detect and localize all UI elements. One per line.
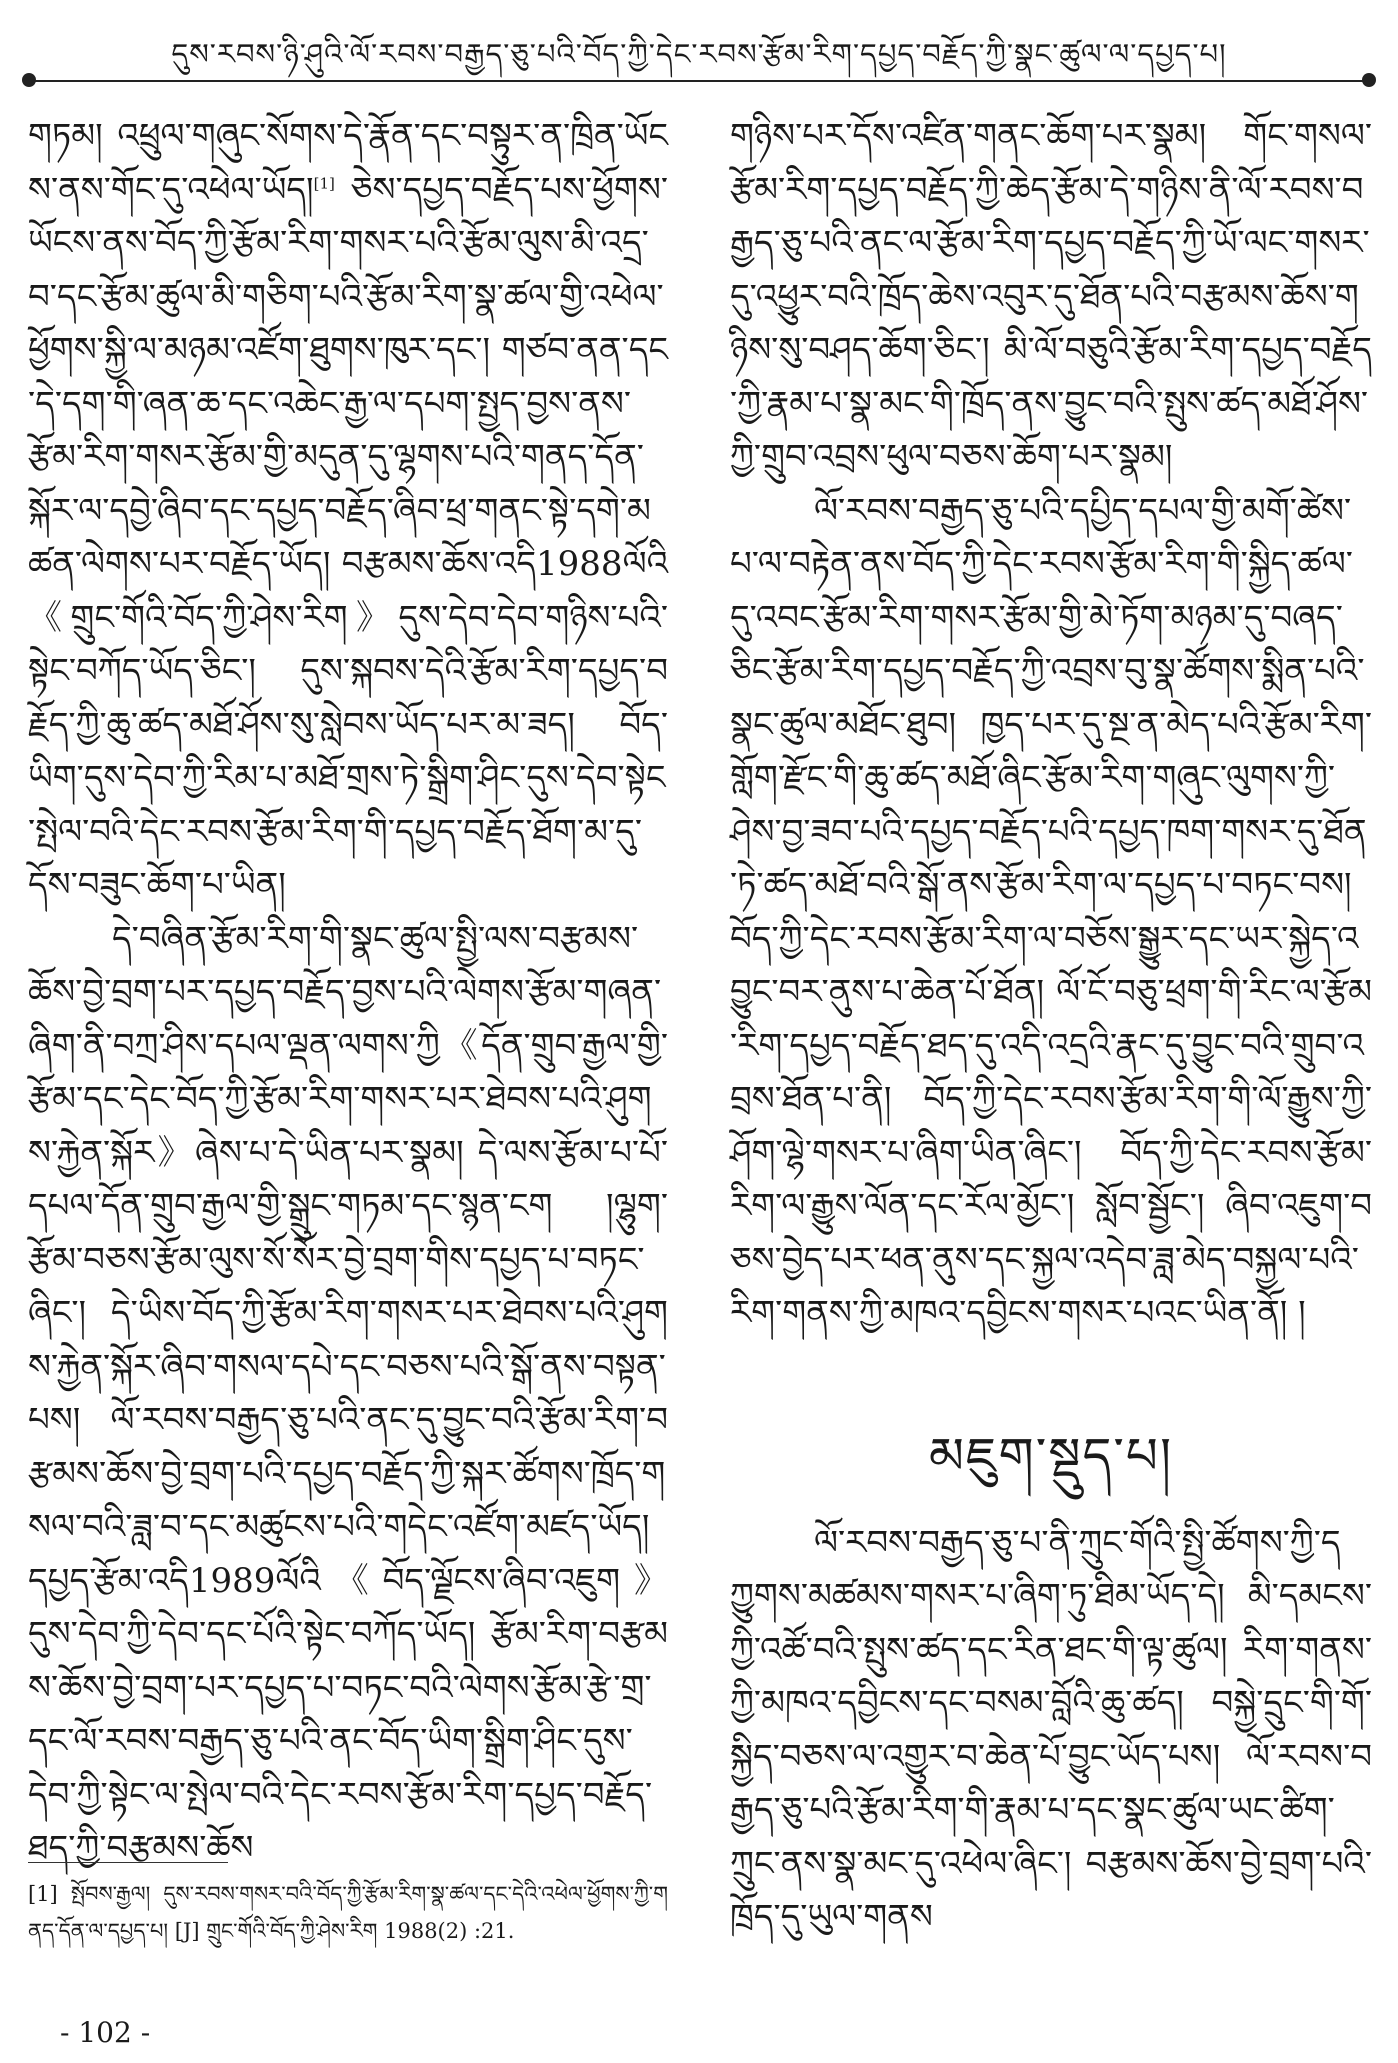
footnote-text: [1] སྤོབས་རྒྱལ། དུས་རབས་གསར་བའི་བོད་ཀྱི་རྩོམ་རིག་སྣ་ཚལ་དང་དེའི་འཕེལ་ཕྱོགས་ཀྱི་གནད་དོན་ལ་དཔྱད་པ། [J] གྲུང་གོའི་བོད་ཀྱི་ཤེས་རིག 1988(2) :21. [28, 1882, 668, 1943]
footnote [28, 1876, 668, 1950]
left-paragraph-1-continued: ཅེས་དཔྱད་བརྗོད་པས་ཕྱོགས་ཡོངས་ནས་བོད་ཀྱི་རྩོམ་རིག་གསར་པའི་རྩོམ་ལུས་མི་འདྲ་བ་དང་རྩོམ་ཚུལ་མི་གཅིག་པའི་རྩོམ་རིག་སྣ་ཚལ་གྱི་འཕེལ་ཕྱོགས་སྐྱི་ལ་མཉམ་འཛོག་ཐུགས་ཁུར་དང་། གཙབ་ནན་དང་དེ་དག་གི་ཞན་ཆ་དང་འཆེང་རྒྱ་ལ་དཔག་སྤྱད་བྱས་ནས་རྩོམ་རིག་གསར་རྩོམ་གྱི་མདུན་དུ་ལྷགས་པའི་གནད་དོན་སྐོར་ལ་དབྱེ་ཞིབ་དང་དཔྱད་བརྗོད་ཞིབ་ཕྲ་གནང་སྟེ་དགེ་མཚན་ལེགས་པར་བརྗོད་ཡོད། བརྩམས་ཆོས་འདི1988ལོའི《གྲུང་གོའི་བོད་ཀྱི་ཤེས་རིག》དུས་དེབ་དེབ་གཉིས་པའི་སྟེང་བཀོད་ཡོད་ཅིང་། དུས་སྐབས་དེའི་རྩོམ་རིག་དཔྱད་བརྗོད་ཀྱི་ཆུ་ཚད་མཐོ་ཤོས་སུ་སླེབས་ཡོད་པར་མ་ཟད། བོད་ཡིག་དུས་དེབ་ཀྱི་རིམ་པ་མཐོ་གྲས་ཏེ་སྒྲིག་ཤིང་དུས་དེབ་སྟེང་སྤེལ་བའི་དེང་རབས་རྩོམ་རིག་གི་དཔྱད་བརྗོད་ཐོག་མ་དུ་དོས་བཟུང་ཆོག་པ་ཡིན། [28, 169, 668, 905]
footnote-marker: [1] [313, 174, 335, 193]
header-rule [28, 80, 1370, 82]
right-paragraph-2: ལོ་རབས་བརྒྱད་ཅུ་པའི་དཔྱིད་དཔལ་གྱི་མགོ་ཚེས་པ་ལ་བརྟེན་ནས་བོད་ཀྱི་དེང་རབས་རྩོམ་རིག་གི་སྐྱིད་ཚལ་དུ་འབང་རྩོམ་རིག་གསར་རྩོམ་གྱི་མེ་ཏོག་མཉམ་དུ་བཞད་ཅིང་རྩོམ་རིག་དཔྱད་བརྗོད་ཀྱི་འབྲས་བུ་སྣ་ཚོགས་སྨིན་པའི་སྣང་ཚུལ་མཐོང་ཐུབ། ཁྱད་པར་དུ་སྔ་ན་མེད་པའི་རྩོམ་རིག་གློག་རྫོང་གི་ཆུ་ཚད་མཐོ་ཞིང་རྩོམ་རིག་གཞུང་ལུགས་ཀྱི་ཤེས་བྱ་ཟབ་པའི་དཔྱད་བརྗོད་པའི་དཔྱད་ཁག་གསར་དུ་ཐོན་ཏེ་ཚད་མཐོ་བའི་སྒོ་ནས་རྩོམ་རིག་ལ་དཔྱད་པ་བཏང་བས། བོད་ཀྱི་དེང་རབས་རྩོམ་རིག་ལ་བཅོས་སྒྱུར་དང་ཡར་སྐྱེད་འབྱུང་བར་ནུས་པ་ཆེན་པོ་ཐོན། ལོ་ངོ་བཅུ་ཕྲག་གི་རིང་ལ་རྩོམ་རིག་དཔྱད་བརྗོད་ཐད་དུ་འདི་འདྲའི་རྣང་དུ་བྱུང་བའི་གྲུབ་འབྲས་ཐོན་པ་ནི། བོད་ཀྱི་དེང་རབས་རྩོམ་རིག་གི་ལོ་རྒྱུས་ཀྱི་ཤོག་ལྷེ་གསར་པ་ཞིག་ཡིན་ཞིང་། བོད་ཀྱི་དེང་རབས་རྩོམ་རིག་ལ་རྒྱུས་ལོན་དང་རོལ་མྱོང་། སློབ་སྦྱོང་། ཞིབ་འཇུག་བཅས་བྱེད་པར་ཕན་ནུས་དང་སྐྱལ་འདེབ་ཟླ་མེད་བསྐྱལ་པའི་རིག་གནས་ཀྱི་མཁའ་དབྱིངས་གསར་པའང་ཡིན་ནོ། ། [730, 490, 1372, 1333]
right-paragraph-1: གཉིས་པར་དོས་འཛིན་གནང་ཆོག་པར་སྣམ། གོང་གསལ་རྩོམ་རིག་དཔྱད་བརྗོད་ཀྱི་ཆེད་རྩོམ་དེ་གཉིས་ནི་ལོ་རབས་བརྒྱད་ཅུ་པའི་ནང་ལ་རྩོམ་རིག་དཔྱད་བརྗོད་ཀྱི་ཡོ་ལང་གསར་དུ་འཕྱུར་བའི་ཁྲོད་ཆེས་འབུར་དུ་ཐོན་པའི་བརྩམས་ཆོས་གཉིས་སུ་བཤད་ཆོག་ཅིང་། མི་ལོ་བཅུའི་རྩོམ་རིག་དཔྱད་བརྗོད་ཀྱི་རྣམ་པ་སྣ་མང་གི་ཁྲོད་ནས་བྱུང་བའི་སྤུས་ཚད་མཐོ་ཤོས་ཀྱི་གྲུབ་འབྲས་ཕུལ་བཅས་ཆོག་པར་སྣམ། [730, 116, 1372, 477]
left-column [28, 110, 668, 1868]
header-title: དུས་རབས་ཉི་ཤུའི་ལོ་རབས་བརྒྱད་ཅུ་པའི་བོད་ཀྱི་དེང་རབས་རྩོམ་རིག་དཔྱད་བརྗོད་ཀྱི་སྣང་ཚུལ་ལ་དཔྱད་པ། [171, 37, 1227, 71]
right-column [730, 110, 1372, 2060]
header-rule-right-dot [1362, 73, 1376, 87]
conclusion-paragraph: ལོ་རབས་བརྒྱད་ཅུ་པ་ནི་ཀྲུང་གོའི་སྤྱི་ཚོགས་ཀྱི་དཀྱུགས་མཚམས་གསར་པ་ཞིག་ཏུ་ཐིམ་ཡོད་དེ། མི་དམངས་ཀྱི་འཚོ་བའི་སྤུས་ཚད་དང་རིན་ཐང་གི་ལྟ་ཚུལ། རིག་གནས་ཀྱི་མཁའ་དབྱིངས་དང་བསམ་བློའི་ཆུ་ཚད། བསྐྱེ་དྲུང་གི་གོ་སྐྱིད་བཅས་ལ་འགྱུར་བ་ཆེན་པོ་བྱུང་ཡོད་པས། ལོ་རབས་བརྒྱད་ཅུ་པའི་རྩོམ་རིག་གི་རྣམ་པ་དང་སྣང་ཚུལ་ཡང་ཚིག་ཀྲུང་ནས་སྣ་མང་དུ་འཕེལ་ཞིང་། བརྩམས་ཆོས་བྱེ་བྲག་པའི་ཁྲོད་དུ་ཡུལ་གནས [730, 1522, 1372, 1937]
left-paragraph-1-text: གཏམ། འཕྲུལ་གཞུང་སོགས་དེ་རྣོན་དང་བསྟུར་ན་ཁྲིན་ཡོངས་ནས་གོང་དུ་འཕེལ་ཡོད། [28, 116, 668, 210]
footnote-rule [28, 1862, 228, 1863]
left-paragraph-1 [28, 110, 668, 913]
left-paragraph-2: དེ་བཞིན་རྩོམ་རིག་གི་སྣང་ཚུལ་སྤྱི་ལས་བརྩམས་ཆོས་བྱེ་བྲག་པར་དཔྱད་བརྗོད་བྱས་པའི་ལེགས་རྩོམ་གཞན་ཞིག་ནི་བཀྲ་ཤིས་དཔལ་ལྡན་ལགས་ཀྱི《དོན་གྲུབ་རྒྱལ་གྱི་རྩོམ་དང་དེང་བོད་ཀྱི་རྩོམ་རིག་གསར་པར་ཐེབས་པའི་ཤུགས་རྐྱེན་སྐོར》ཞེས་པ་དེ་ཡིན་པར་སྣམ། དེ་ལས་རྩོམ་པ་པོ་དཔལ་དོན་གྲུབ་རྒྱལ་གྱི་སྒྲུང་གཏམ་དང་སྙན་ངག །ལྷུག་རྩོམ་བཅས་རྩོམ་ལུས་སོ་སོར་བྱེ་བྲག་གིས་དཔྱད་པ་བཏང་ཞིང་། དེ་ཡིས་བོད་ཀྱི་རྩོམ་རིག་གསར་པར་ཐེབས་པའི་ཤུགས་རྐྱེན་སྐོར་ཞིབ་གསལ་དཔེ་དང་བཅས་པའི་སྒོ་ནས་བསྟན་པས། ལོ་རབས་བརྒྱད་ཅུ་པའི་ནང་དུ་བྱུང་བའི་རྩོམ་རིག་བརྩམས་ཆོས་བྱེ་བྲག་པའི་དཔྱད་བརྗོད་ཀྱི་སྐར་ཚོགས་ཁྲོད་གསལ་བའི་ཟླ་བ་དང་མཚུངས་པའི་གདེང་འཛོག་མཛད་ཡོད། དཔྱད་རྩོམ་འདི1989ལོའི《བོད་ལྗོངས་ཞིབ་འཇུག》དུས་དེབ་ཀྱི་དེབ་དང་པོའི་སྟེང་བཀོད་ཡོད། རྩོམ་རིག་བརྩམས་ཆོས་བྱེ་བྲག་པར་དཔྱད་པ་བཏང་བའི་ལེགས་རྩོམ་རྩེ་གྲ་དང་ལོ་རབས་བརྒྱད་ཅུ་པའི་ནང་བོད་ཡིག་སྒྲིག་ཤིང་དུས་དེབ་ཀྱི་སྟེང་ལ་སྤེལ་བའི་དེང་རབས་རྩོམ་རིག་དཔྱད་བརྗོད་ཐད་ཀྱི་བརྩམས་ཆོས [28, 918, 668, 1868]
page-number: - 102 - [60, 2016, 151, 2049]
section-heading: མཇུག་སྡུད་པ། [928, 1426, 1174, 1485]
